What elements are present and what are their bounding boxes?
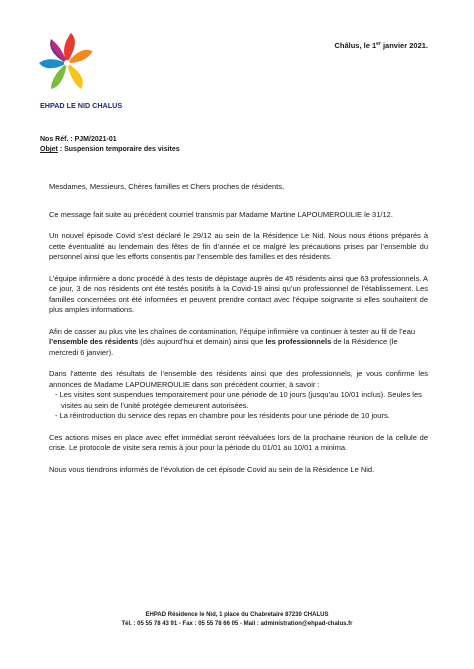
footer [0,611,474,629]
p4-bold-professionals: les professionnels [265,337,332,346]
objet-value: : Suspension temporaire des visites [57,146,180,153]
greeting: Mesdames, Messieurs, Chères familles et Chers proches de résidents, [49,182,285,191]
paragraph-actions: Ces actions mises en place avec effet immédiat seront réévaluées lors de la prochaine réunion de la cellule de crise. Le protocole de visite sera remis à jour pour la période du 01/01 au 10/01 a minima. [49,432,428,452]
letter-date [334,41,428,50]
organization-name: EHPAD LE NID CHALUS [40,101,123,110]
ehpad-logo [35,31,99,95]
paragraph-announcements: Dans l’attente des résultats de l’ensemble des résidents ainsi que des professionnels, je vous confirme les annonces de Madame LAPOUMEROULIE dans son précédent courrier, à savoir : [49,369,428,389]
bullet-list [55,390,428,422]
date-prefix: Châlus, le 1 [334,41,377,50]
reference-value: PJM/2021-01 [74,136,117,143]
p4-part-e: de la Résidence (le mercredi 6 janvier). [49,337,398,357]
p4-part-c: (dès aujourd’hui et demain) ainsi que [138,337,266,346]
list-item: - Les visites sont suspendues temporairement pour une période de 10 jours (jusqu’au 10/01 inclus). Seules les visites au sein de l’unité protégée demeurent autorisées. [55,390,422,410]
p4-part-a: Afin de casser au plus vite les chaînes de contamination, l’équipe infirmière va continuer à tester au fil de l’eau [49,326,416,336]
reference-block [40,135,180,155]
logo-petal-yellow [67,63,83,89]
logo-center [64,60,70,66]
footer-address: EHPAD Résidence le Nid, 1 place du Chabretaire 87230 CHALUS [145,612,329,618]
paragraph-closing: Nous vous tiendrons informés de l’évolution de cet épisode Covid au sein de la Résidence Le Nid. [49,464,375,474]
reference-label: Nos Réf. : [40,136,75,143]
objet-label: Objet [40,146,58,153]
paragraph-episode: Un nouvel épisode Covid s’est déclaré le 29/12 au sein de la Résidence Le Nid. Nous nous étions préparés à cette éventualité au lendemain des fêtes de fin d’année et ce malgré les précautions prises par l’ensemble du personnel ainsi que les efforts consentis par l’ensemble des familles et des résidents. [49,231,428,261]
paragraph-contamination [49,327,428,359]
date-suffix: janvier 2021. [380,41,428,50]
footer-contact: Tél. : 05 55 78 43 91 - Fax : 05 55 78 66 05 - Mail : administration@ehpad-chalus.fr [121,621,353,627]
date-superscript: er [376,41,381,47]
letter-body [49,182,428,475]
list-item: - La réintroduction du service des repas en chambre pour les résidents pour une période de 10 jours. [55,411,390,420]
objet-line [40,145,180,155]
paragraph-intro: Ce message fait suite au précédent courriel transmis par Madame Martine LAPOUMEROULIE le 31/12. [49,209,393,219]
p4-bold-residents: l’ensemble des résidents [49,337,139,346]
paragraph-tests: L’équipe infirmière a donc procédé à des tests de dépistage auprès de 45 résidents ainsi que 63 professionnels. A ce jour, 3 de nos résidents ont été testés positifs à la Covid-19 ainsi qu’un professionnel de l’établissement. Les familles concernées ont été informées et peuvent prendre contact avec l’équipe soignante si elles souhaitent de plus amples informations. [49,273,428,314]
reference-line [40,135,180,145]
